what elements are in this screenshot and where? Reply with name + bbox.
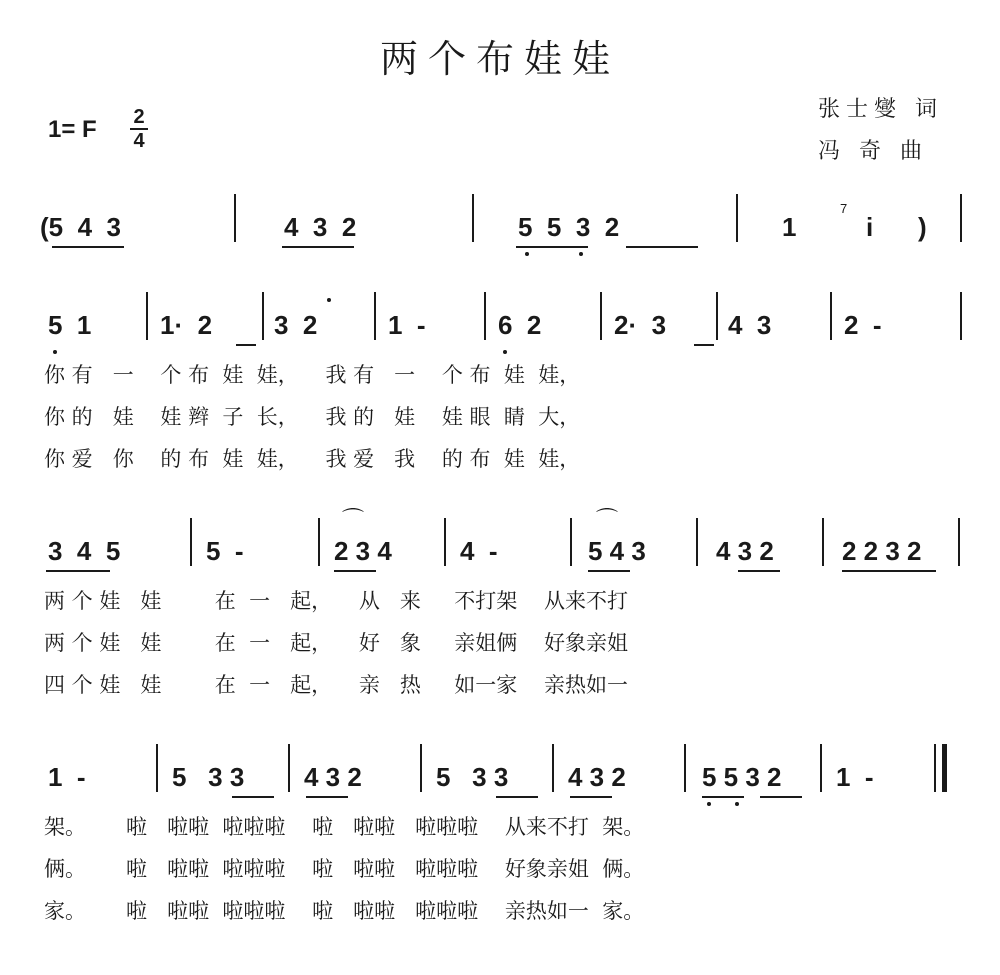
composer-credit: 冯 奇 曲 [818, 139, 928, 164]
beam-underline [306, 796, 348, 798]
intro-measure-4: 1 [782, 212, 797, 242]
measure-8: 3 4 5 [48, 536, 121, 566]
beam-underline [626, 246, 698, 248]
bar-line [420, 744, 422, 792]
beam-underline [516, 246, 588, 248]
bar-line [318, 518, 320, 566]
beam-underline [282, 246, 354, 248]
low-octave-dot [525, 252, 529, 256]
time-signature [128, 106, 150, 152]
fermata-arc: ⌒ [342, 508, 365, 533]
bar-line [156, 744, 158, 792]
lyrics-verse-3: 四 个 娃 娃 在 一 起， 亲 热 如一家 亲热如一 [44, 673, 628, 697]
measure-4: 6 2 [498, 310, 542, 340]
bar-line [374, 292, 376, 340]
measure-19: 4 3 2 [568, 762, 626, 792]
lyrics-verse-2: 两 个 娃 娃 在 一 起， 好 象 亲姐俩 好象亲姐 [44, 631, 628, 655]
beam-underline [694, 344, 714, 346]
bar-line [472, 194, 474, 242]
time-signature-bottom: 4 [133, 130, 145, 152]
bar-line [736, 194, 738, 242]
bar-line [820, 744, 822, 792]
measure-10: 2 3 4 [334, 536, 392, 566]
bar-line [716, 292, 718, 340]
measure-16: 5 3 3 [172, 762, 245, 792]
lyrics-verse-1: 你 有 一 个 布 娃 娃， 我 有 一 个 布 娃 娃， [44, 363, 581, 387]
beam-underline [760, 796, 802, 798]
bar-line [552, 744, 554, 792]
bar-line [684, 744, 686, 792]
measure-1: 1· 2 [160, 310, 213, 340]
measure-9: 5 - [206, 536, 244, 566]
beam-underline [842, 570, 936, 572]
final-bar-thick [942, 744, 947, 792]
bar-line [190, 518, 192, 566]
bar-line [960, 194, 962, 242]
grace-note: 7 [840, 201, 848, 216]
lyrics-verse-2: 你 的 娃 娃 辫 子 长， 我 的 娃 娃 眼 睛 大， [44, 405, 581, 429]
lyrics-verse-1: 架。 啦 啦啦 啦啦啦 啦 啦啦 啦啦啦 从来不打 架。 [44, 815, 645, 839]
beam-underline [570, 796, 612, 798]
bar-line [444, 518, 446, 566]
song-title: 两个布娃娃 [379, 37, 620, 81]
lyrics-verse-2: 俩。 啦 啦啦 啦啦啦 啦 啦啦 啦啦啦 好象亲姐 俩。 [44, 857, 645, 881]
measure-2: 3 2 [274, 310, 318, 340]
bar-line [696, 518, 698, 566]
beam-underline [334, 570, 376, 572]
bar-line [958, 518, 960, 566]
beam-underline [702, 796, 744, 798]
measure-12: 5 4 3 [588, 536, 646, 566]
measure-20: 5 5 3 2 [702, 762, 782, 792]
bar-line [484, 292, 486, 340]
bar-line [600, 292, 602, 340]
measure-13: 4 3 2 [716, 536, 774, 566]
low-octave-dot [735, 802, 739, 806]
lyrics-verse-1: 两 个 娃 娃 在 一 起， 从 来 不打架 从来不打 [44, 589, 628, 613]
measure-7: 2 - [844, 310, 882, 340]
bar-line [234, 194, 236, 242]
measure-pickup: 5 1 [48, 310, 92, 340]
bar-line [262, 292, 264, 340]
measure-17: 4 3 2 [304, 762, 362, 792]
intro-close-paren: ) [918, 212, 927, 242]
measure-3: 1 - [388, 310, 426, 340]
fermata-arc: ⌒ [596, 508, 619, 533]
low-octave-dot [53, 350, 57, 354]
final-bar-thin [934, 744, 936, 792]
lyrics-verse-3: 家。 啦 啦啦 啦啦啦 啦 啦啦 啦啦啦 亲热如一 家。 [44, 899, 645, 923]
intro-measure-4-note: i [866, 212, 874, 242]
measure-11: 4 - [460, 536, 498, 566]
beam-underline [588, 570, 630, 572]
bar-line [146, 292, 148, 340]
bar-line [960, 292, 962, 340]
measure-15: 1 - [48, 762, 86, 792]
high-octave-dot [327, 298, 331, 302]
time-signature-top: 2 [133, 106, 145, 128]
beam-underline [496, 796, 538, 798]
beam-underline [46, 570, 110, 572]
bar-line [830, 292, 832, 340]
low-octave-dot [503, 350, 507, 354]
beam-underline [738, 570, 780, 572]
lyrics-verse-3: 你 爱 你 的 布 娃 娃， 我 爱 我 的 布 娃 娃， [44, 447, 581, 471]
lyricist-credit: 张士燮 词 [818, 97, 943, 122]
low-octave-dot [707, 802, 711, 806]
intro-measure-1: (5 4 3 [40, 212, 121, 242]
measure-14: 2 2 3 2 [842, 536, 922, 566]
measure-21: 1 - [836, 762, 874, 792]
beam-underline [52, 246, 124, 248]
bar-line [822, 518, 824, 566]
measure-6: 4 3 [728, 310, 772, 340]
intro-measure-2: 4 3 2 [284, 212, 357, 242]
intro-measure-3: 5 5 3 2 [518, 212, 620, 242]
measure-5: 2· 3 [614, 310, 667, 340]
key-signature: 1= F [48, 116, 97, 143]
beam-underline [236, 344, 256, 346]
beam-underline [232, 796, 274, 798]
bar-line [570, 518, 572, 566]
measure-18: 5 3 3 [436, 762, 509, 792]
bar-line [288, 744, 290, 792]
low-octave-dot [579, 252, 583, 256]
